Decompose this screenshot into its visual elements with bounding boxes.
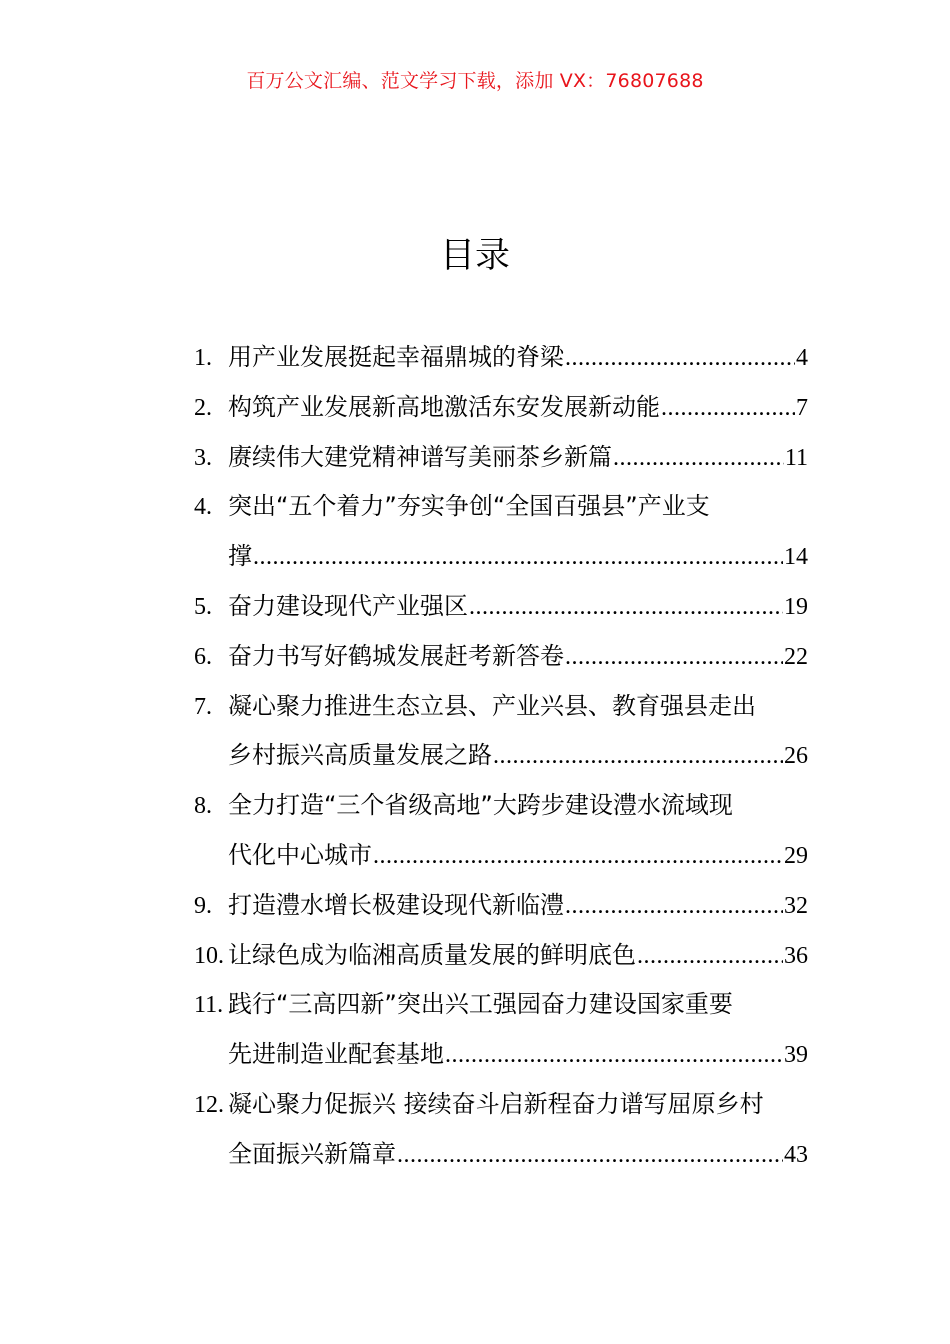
toc-entry-10[interactable] <box>194 931 808 981</box>
toc-page-number: 4 <box>796 345 808 371</box>
toc-entry-9[interactable] <box>194 881 808 931</box>
toc-number: 2. <box>194 394 212 421</box>
toc-page-number: 11 <box>784 444 808 471</box>
toc-entry-4[interactable] <box>194 482 808 582</box>
watermark-header: 百万公文汇编、范文学习下载，添加 VX：76807688 <box>246 70 704 92</box>
toc-title: 构筑产业发展新高地激活东安发展新动能 <box>228 392 660 421</box>
dot-leader <box>565 882 783 932</box>
toc-entry-1[interactable] <box>194 333 808 383</box>
dot-leader <box>565 633 783 683</box>
toc-number: 6. <box>194 643 212 670</box>
toc-number: 10. <box>194 942 224 969</box>
toc-number: 9. <box>194 892 212 919</box>
toc-page-number: 43 <box>784 1141 808 1168</box>
toc-page-number: 7 <box>796 394 808 421</box>
toc-page-number: 32 <box>784 892 808 919</box>
toc-title: 奋力书写好鹤城发展赶考新答卷 <box>228 641 564 670</box>
dot-leader <box>445 1031 783 1081</box>
toc-page-number: 14 <box>784 544 808 571</box>
dot-leader <box>565 334 795 384</box>
toc-page-number: 29 <box>784 842 808 869</box>
toc-page-number: 19 <box>784 593 808 620</box>
dot-leader <box>397 1131 783 1181</box>
toc-number: 5. <box>194 593 212 620</box>
toc-number: 12. <box>194 1091 224 1118</box>
toc-title: 凝心聚力促振兴 接续奋斗启新程奋力谱写屈原乡村 <box>228 1089 764 1118</box>
toc-title: 让绿色成为临湘高质量发展的鲜明底色 <box>228 940 636 969</box>
toc-title-continued: 撑 <box>228 542 252 571</box>
toc-title-continued: 全面振兴新篇章 <box>228 1139 396 1168</box>
toc-page-number: 36 <box>784 942 808 969</box>
dot-leader <box>253 533 783 583</box>
toc-title: 突出“五个着力”夯实争创“全国百强县”产业支 <box>228 492 710 521</box>
toc-entry-2[interactable] <box>194 383 808 433</box>
dot-leader <box>469 583 783 633</box>
toc-entry-7[interactable] <box>194 682 808 782</box>
toc-title: 赓续伟大建党精神谱写美丽茶乡新篇 <box>228 442 612 471</box>
toc-page-number: 26 <box>784 743 808 770</box>
toc-title: 奋力建设现代产业强区 <box>228 591 468 620</box>
table-of-contents <box>194 333 808 1180</box>
toc-title: 打造澧水增长极建设现代新临澧 <box>228 890 564 919</box>
dot-leader <box>613 434 784 484</box>
dot-leader <box>661 384 795 434</box>
dot-leader <box>373 832 783 882</box>
toc-entry-11[interactable] <box>194 980 808 1080</box>
toc-page-number: 22 <box>784 643 808 670</box>
page-title: 目录 <box>439 236 510 276</box>
dot-leader <box>637 932 783 982</box>
toc-title: 践行“三高四新”突出兴工强园奋力建设国家重要 <box>228 990 733 1019</box>
toc-title-continued: 乡村振兴高质量发展之路 <box>228 741 492 770</box>
toc-title: 全力打造“三个省级高地”大跨步建设澧水流域现 <box>228 791 733 820</box>
toc-page-number: 39 <box>784 1042 808 1069</box>
toc-number: 8. <box>194 793 212 820</box>
toc-number: 4. <box>194 494 212 521</box>
toc-title: 凝心聚力推进生态立县、产业兴县、教育强县走出 <box>228 691 756 720</box>
toc-entry-6[interactable] <box>194 632 808 682</box>
toc-number: 7. <box>194 693 212 720</box>
toc-title-continued: 先进制造业配套基地 <box>228 1040 444 1069</box>
toc-title: 用产业发展挺起幸福鼎城的脊梁 <box>228 343 564 371</box>
toc-entry-3[interactable] <box>194 433 808 483</box>
toc-number: 3. <box>194 444 212 471</box>
toc-title-continued: 代化中心城市 <box>228 840 372 869</box>
dot-leader <box>493 732 783 782</box>
toc-entry-8[interactable] <box>194 781 808 881</box>
toc-entry-12[interactable] <box>194 1080 808 1180</box>
toc-number: 11. <box>194 992 224 1019</box>
toc-number: 1. <box>194 345 212 371</box>
toc-entry-5[interactable] <box>194 582 808 632</box>
